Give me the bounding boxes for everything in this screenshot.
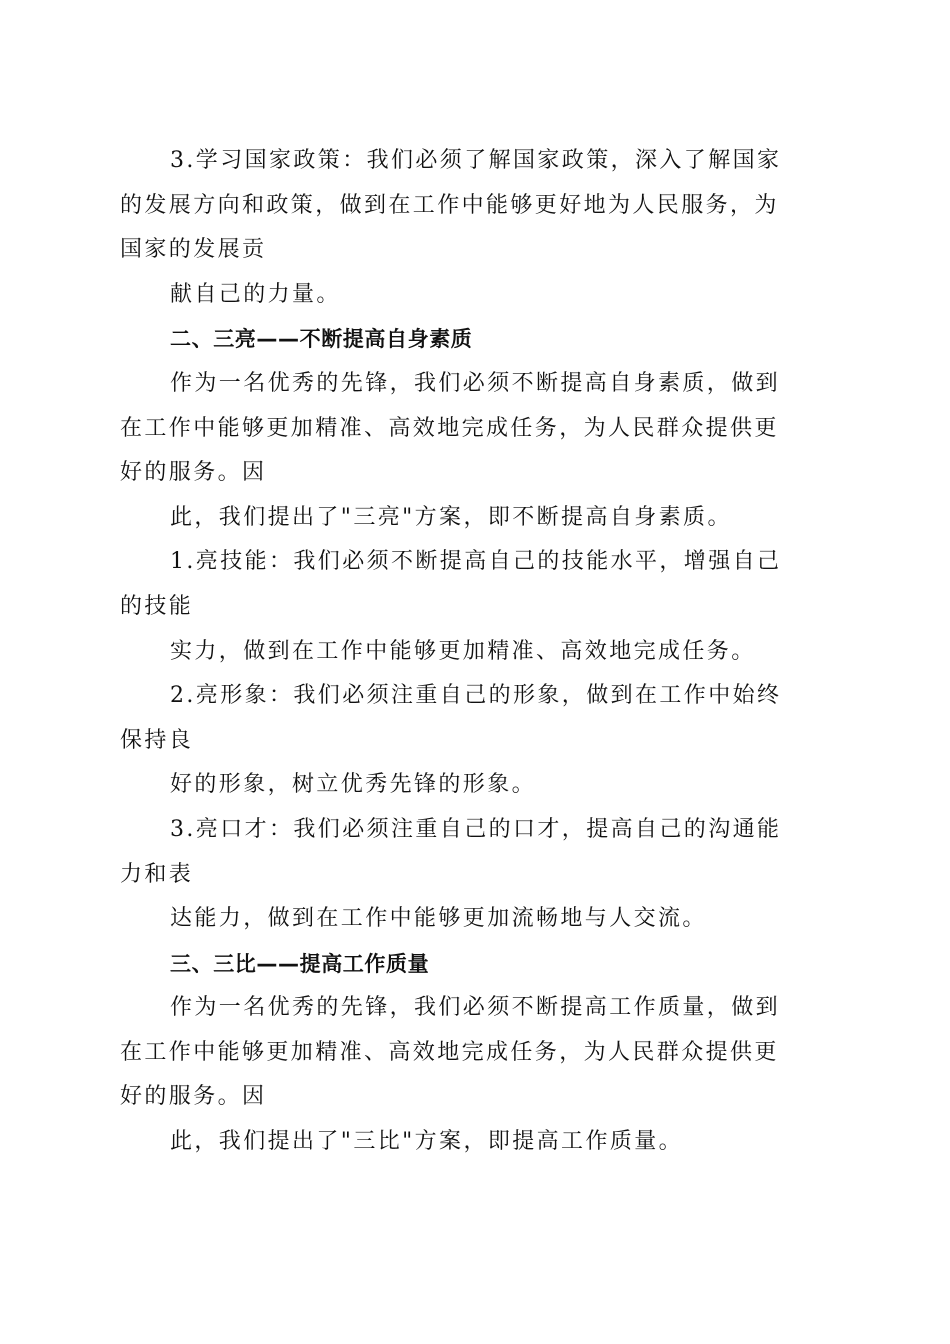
paragraph-line: 力和表 xyxy=(120,861,194,887)
paragraph-line: 2.亮形象：我们必须注重自己的形象，做到在工作中始终 xyxy=(170,683,782,709)
section-heading: 二、三亮——不断提高自身素质 xyxy=(170,327,473,352)
paragraph-line: 3.亮口才：我们必须注重自己的口才，提高自己的沟通能 xyxy=(170,816,782,842)
paragraph-line: 好的形象，树立优秀先锋的形象。 xyxy=(170,772,537,798)
paragraph-line: 作为一名优秀的先锋，我们必须不断提高自身素质，做到 xyxy=(170,370,781,396)
paragraph-line: 在工作中能够更加精准、高效地完成任务，为人民群众提供更 xyxy=(120,415,779,441)
paragraph-line: 保持良 xyxy=(120,727,194,753)
paragraph-line: 在工作中能够更加精准、高效地完成任务，为人民群众提供更 xyxy=(120,1039,779,1065)
paragraph-line: 此，我们提出了"三亮"方案，即不断提高自身素质。 xyxy=(170,504,732,530)
paragraph-line: 1.亮技能：我们必须不断提高自己的技能水平，增强自己 xyxy=(170,549,782,575)
paragraph-line: 3.学习国家政策：我们必须了解国家政策，深入了解国家 xyxy=(170,148,782,173)
section-heading: 三、三比——提高工作质量 xyxy=(170,951,430,976)
paragraph-line: 献自己的力量。 xyxy=(170,281,341,307)
paragraph-line: 实力，做到在工作中能够更加精准、高效地完成任务。 xyxy=(170,638,756,664)
paragraph-line: 作为一名优秀的先锋，我们必须不断提高工作质量，做到 xyxy=(170,995,781,1021)
paragraph-line: 好的服务。因 xyxy=(120,460,267,486)
paragraph-line: 国家的发展贡 xyxy=(120,237,267,263)
document-body xyxy=(120,139,823,1165)
paragraph-line: 的技能 xyxy=(120,593,194,619)
paragraph-line: 达能力，做到在工作中能够更加流畅地与人交流。 xyxy=(170,906,707,932)
paragraph-line: 好的服务。因 xyxy=(120,1084,267,1110)
paragraph-line: 此，我们提出了"三比"方案，即提高工作质量。 xyxy=(170,1129,684,1155)
paragraph-line: 的发展方向和政策，做到在工作中能够更好地为人民服务，为 xyxy=(120,192,779,218)
